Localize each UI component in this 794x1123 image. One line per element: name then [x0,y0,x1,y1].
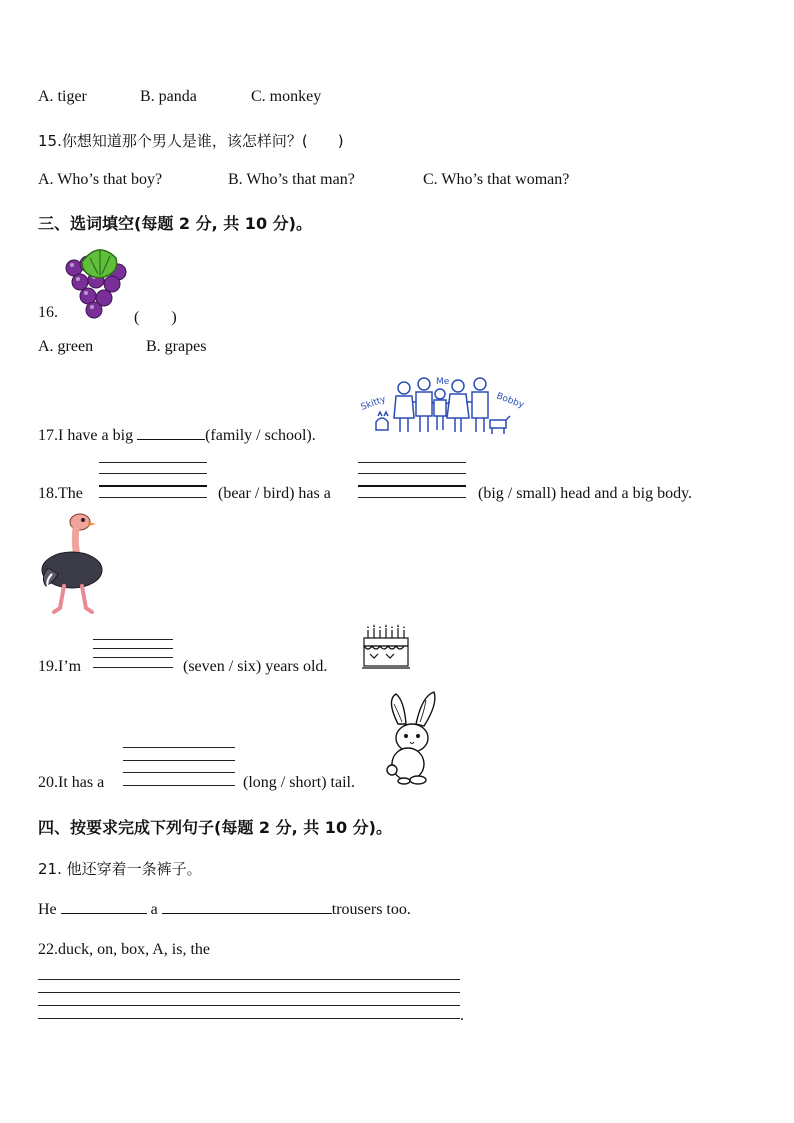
q21-sentence [38,899,411,919]
q21-blank-2[interactable] [162,899,332,914]
q17-suffix: (family / school). [205,427,316,444]
q14-option-b: B. panda [140,88,197,105]
q16-option-b: B. grapes [146,338,207,355]
q17-sentence [38,425,316,445]
section-4-title: 四、按要求完成下列句子(每题 2 分, 共 10 分)。 [38,818,392,837]
q21-blank-1[interactable] [61,899,147,914]
q18-prefix: 18.The [38,485,83,502]
rabbit-icon [382,690,440,786]
q22-answer-lines[interactable] [38,979,460,1021]
q19-prefix: 19.I’m [38,658,82,675]
q21-word-trousers: trousers too. [331,901,411,918]
section-3-title: 三、选词填空(每题 2 分, 共 10 分)。 [38,214,312,233]
q14-option-c: C. monkey [251,88,322,105]
q18-blank-1[interactable] [99,462,207,500]
q14-option-a: A. tiger [38,88,87,105]
q15-option-a: A. Who’s that boy? [38,171,163,188]
q20-prefix: 20.It has a [38,774,105,791]
q16-option-a: A. green [38,338,94,355]
q17-prefix: 17.I have a big [38,427,138,444]
drawing-label-skitty: Skitty [359,394,388,413]
q15-option-b: B. Who’s that man? [228,171,355,188]
q22-end-mark: . [460,1007,464,1024]
q21-stem: 21. 他还穿着一条裤子。 [38,860,202,878]
q21-word-a: a [150,901,158,918]
q19-suffix: (seven / six) years old. [183,658,328,675]
q18-mid: (bear / bird) has a [218,485,331,502]
family-drawing-icon [359,372,526,438]
drawing-label-bobby: Bobby [494,391,526,411]
q15-option-c: C. Who’s that woman? [423,171,570,188]
q19-blank[interactable] [93,639,173,671]
q16-number: 16. [38,304,58,321]
drawing-label-me: Me [436,377,450,387]
q20-suffix: (long / short) tail. [243,774,355,791]
grapes-icon [64,244,130,320]
q18-blank-2[interactable] [358,462,466,500]
ostrich-icon [38,512,108,616]
q15-stem: 15.你想知道那个男人是谁，该怎样问？( ) [38,132,344,150]
q18-suffix: (big / small) head and a big body. [478,485,693,502]
q16-answer-paren[interactable]: ( ) [134,309,177,326]
q21-word-he: He [38,901,57,918]
q20-blank[interactable] [123,747,235,787]
q17-blank[interactable] [137,425,205,440]
q22-stem: 22.duck, on, box, A, is, the [38,941,210,958]
birthday-cake-icon [362,624,410,672]
